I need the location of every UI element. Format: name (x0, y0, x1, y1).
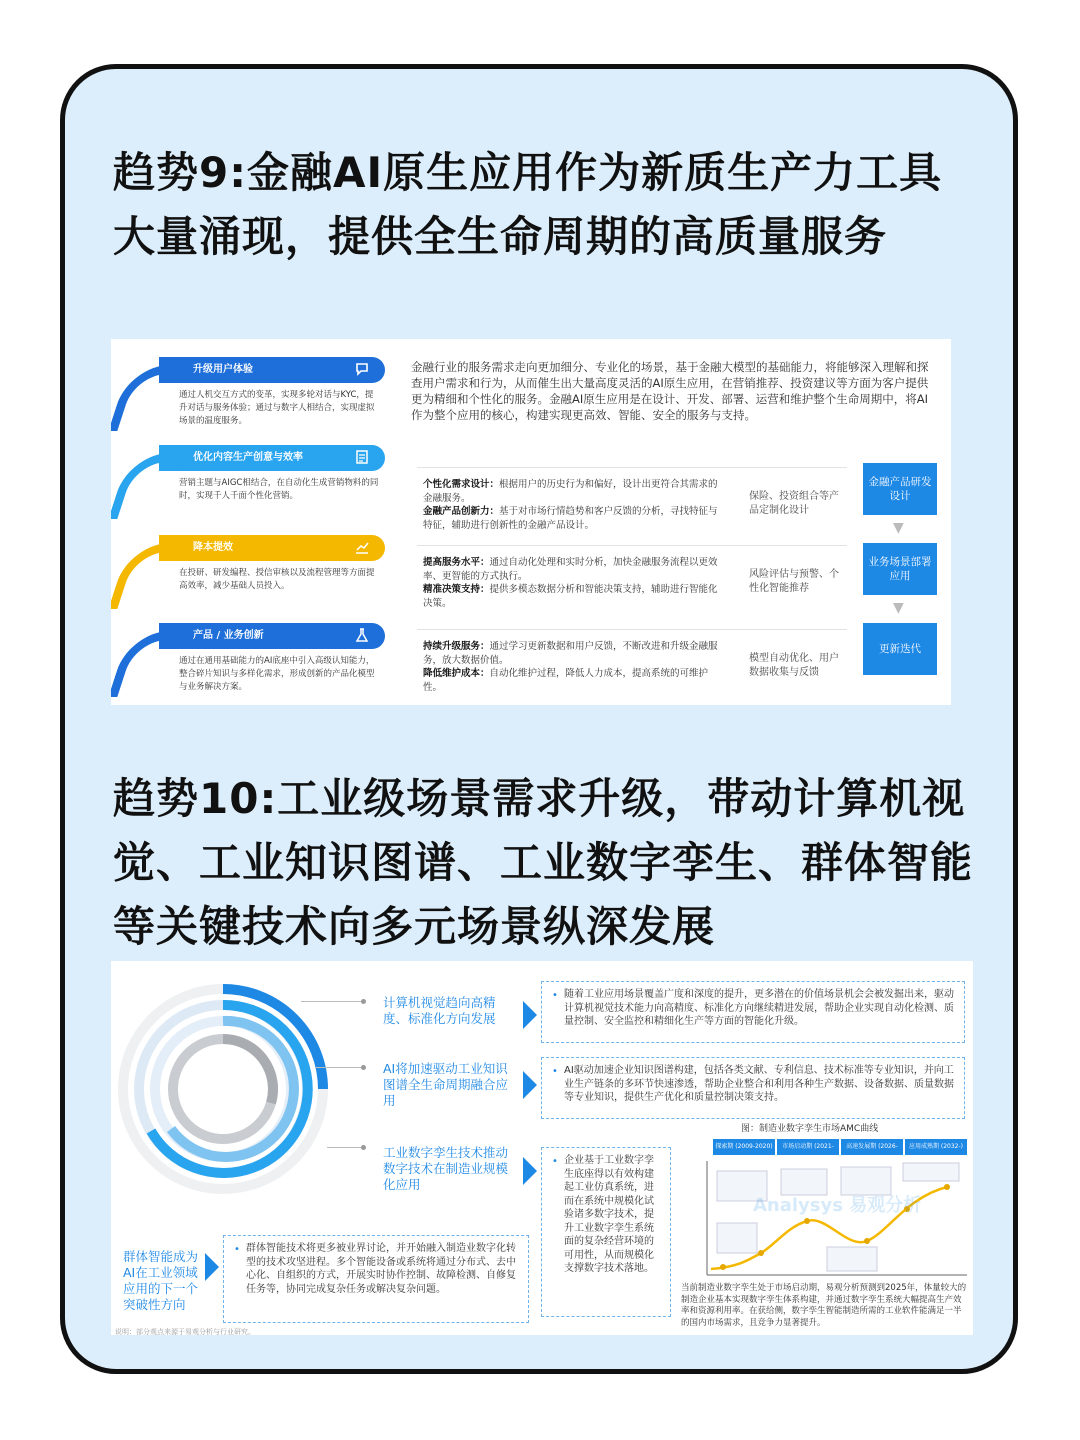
leader-line (315, 1067, 363, 1068)
arrow-item-content-creation (119, 445, 381, 529)
row-key: 精准决策支持： (423, 584, 490, 595)
row-value: 根据用户的历史行为和偏好，设计出更符合其需求的金融服务。 (423, 479, 718, 504)
row-side-note: 风险评估与预警、个性化智能推荐 (749, 569, 839, 594)
trend10-infographic (111, 961, 973, 1335)
phase-header: 探索期 (2009-2020) (713, 1139, 775, 1155)
detail-box-knowledge-graph (541, 1057, 965, 1119)
chart-caption: 当前制造业数字孪生处于市场启动期，易观分析预测到2025年，体量较大的制造企业基本实现数字孪生体系构建，并通过数字孪生系统大幅提高生产效率和资源利用率。在获给侧，数字孪生智能制造所需的工业软件能满足一半的国内市场需求，且竞争力显著提升。 (681, 1283, 967, 1328)
arrow-label: 产品 / 业务创新 (193, 630, 264, 641)
service-row (417, 467, 847, 541)
detail-text: 企业基于工业数字孪生底座得以有效构建起工业仿真系统，进而在系统中规模化试验诸多数字技术，提升工业数字孪生系统面的复杂经营环境的可用性，从而规模化支撑数字技术落地。 (564, 1155, 654, 1274)
arrow-right-icon (205, 1253, 219, 1281)
trend9-title: 趋势9:金融AI原生应用作为新质生产力工具大量涌现，提供全生命周期的高质量服务 (113, 148, 943, 261)
content-card (60, 64, 1018, 1374)
row-value: 提供多模态数据分析和智能决策支持，辅助进行智能化决策。 (423, 584, 718, 609)
trend10-title: 趋势10:工业级场景需求升级，带动计算机视觉、工业知识图谱、工业数字孪生、群体智能等关键技术向多元场景纵深发展 (113, 774, 974, 951)
row-key: 金融产品创新力： (423, 506, 500, 517)
leader-line (301, 1001, 363, 1002)
arrow-right-icon (523, 1157, 537, 1185)
detail-text: 群体智能技术将更多被业界讨论，并开始融入制造业数字化转型的技术攻坚进程。多个智能设备或系统将通过分布式、去中心化、自组织的方式，开展实时协作控制、故障检测、自修复任务等，协同完成复杂任务或解决复杂问题。 (246, 1243, 516, 1295)
bullet-icon: • (234, 1244, 240, 1255)
leader-dot (361, 1145, 366, 1150)
leader-dot (361, 1065, 366, 1070)
flow-step-design: 金融产品研发设计 (863, 463, 937, 515)
phase-header: 应用成熟期 (2032-) (905, 1139, 967, 1155)
row-key: 提高服务水平： (423, 557, 490, 568)
arrow-desc: 通过人机交互方式的变革，实现多轮对话与KYC，提升对话与服务体验；通过与数字人相结合，实现虚拟场景的温度服务。 (179, 390, 375, 426)
arrow-item-product-innovation (119, 623, 381, 705)
row-value: 通过学习更新数据和用户反馈，不断改进和升级金融服务，放大数据价值。 (423, 641, 718, 666)
service-row (417, 545, 847, 619)
trend9-infographic (111, 339, 951, 705)
row-key: 持续升级服务： (423, 641, 490, 652)
label-swarm-intelligence: 群体智能成为AI在工业领域应用的下一个突破性方向 (123, 1249, 199, 1312)
arrow-label: 优化内容生产创意与效率 (193, 452, 303, 463)
bullet-icon: • (552, 1066, 558, 1077)
arrow-label: 降本提效 (193, 542, 233, 553)
phase-header: 高速发展期 (2026-2031) (841, 1139, 903, 1155)
row-side-note: 模型自动优化、用户数据收集与反馈 (749, 653, 839, 678)
arrow-down-icon: ▼ (893, 520, 904, 536)
bullet-icon: • (552, 1156, 558, 1167)
flow-step-deploy: 业务场景部署应用 (863, 543, 937, 595)
bullet-icon: • (552, 990, 558, 1001)
row-side-note: 保险、投资组合等产品定制化设计 (749, 491, 839, 516)
arrow-label: 升级用户体验 (193, 364, 253, 375)
watermark-logo: Analysys 易观分析 (753, 1195, 922, 1216)
detail-text: 随着工业应用场景覆盖广度和深度的提升，更多潜在的价值场景机会会被发掘出来，驱动计算机视觉技术能力向高精度、标准化方向继续精进发展，帮助企业实现自动化检测、质量控制、安全监控和精细化生产等方面的智能化升级。 (564, 989, 954, 1027)
label-computer-vision: 计算机视觉趋向高精度、标准化方向发展 (383, 995, 496, 1026)
flow-step-iterate: 更新迭代 (863, 623, 937, 675)
trend9-intro: 金融行业的服务需求走向更加细分、专业化的场景，基于金融大模型的基础能力，将能够深入理解和探查用户需求和行为，从而催生出大量高度灵活的AI原生应用，在营销推荐、投资建议等方面为客户提供更为精细和个性化的服务。金融AI原生应用是在设计、开发、部署、运营和维护整个生命周期中，将AI作为整个应用的核心，构建实现更高效、智能、安全的服务与支持。 (411, 360, 929, 422)
amc-curve-chart (677, 1121, 969, 1331)
arrow-item-cost-efficiency (119, 535, 381, 619)
chat-icon (353, 361, 371, 379)
arrow-right-icon (523, 1071, 537, 1099)
concentric-rings-graphic (111, 979, 351, 1199)
flask-icon (353, 627, 371, 645)
row-value: 自动化维护过程，降低人力成本，提高系统的可维护性。 (423, 668, 709, 693)
detail-text: AI驱动加速企业知识图谱构建，包括各类文献、专利信息、技术标准等专业知识，并向工业生产链条的多环节快速渗透，帮助企业整合和利用各种生产数据、设备数据、质量数据等专业知识，提供生产优化和质量控制决策支持。 (564, 1065, 954, 1103)
phase-header: 市场启动期 (2021-2025) (777, 1139, 839, 1155)
chart-icon (353, 539, 371, 557)
arrow-item-user-experience (119, 357, 381, 441)
footnote: 说明：部分观点来源于易观分析与行业研究。 (115, 1328, 255, 1335)
arrow-desc: 通过在通用基础能力的AI底座中引入高级认知能力，整合碎片知识与多样化需求，形成创新的产品化模型与业务解决方案。 (179, 656, 375, 692)
row-value: 通过自动化处理和实时分析，加快金融服务流程以更效率、更智能的方式执行。 (423, 557, 718, 582)
leader-dot (361, 999, 366, 1004)
row-value: 基于对市场行情趋势和客户反馈的分析，寻找特征与特征，辅助进行创新性的金融产品设计。 (423, 506, 718, 531)
amc-curve (677, 1157, 969, 1281)
document-icon (353, 449, 371, 467)
row-key: 个性化需求设计： (423, 479, 500, 490)
detail-box-computer-vision (541, 981, 965, 1043)
arrow-right-icon (523, 1001, 537, 1029)
detail-box-digital-twin (541, 1147, 671, 1317)
chart-title: 图：制造业数字孪生市场AMC曲线 (741, 1124, 879, 1134)
arrow-desc: 在投研、研发编程、授信审核以及流程管理等方面提高效率，减少基础人员投入。 (179, 568, 375, 591)
detail-box-swarm-intelligence (223, 1235, 529, 1323)
service-row (417, 629, 847, 703)
row-key: 降低维护成本： (423, 668, 490, 679)
arrow-desc: 营销主题与AIGC相结合，在自动化生成营销物料的同时，实现千人千面个性化营销。 (179, 478, 379, 501)
leader-line (327, 1147, 363, 1148)
label-knowledge-graph: AI将加速驱动工业知识图谱全生命周期融合应用 (383, 1061, 509, 1108)
arrow-down-icon: ▼ (893, 600, 904, 616)
label-digital-twin: 工业数字孪生技术推动数字技术在制造业规模化应用 (383, 1145, 509, 1192)
